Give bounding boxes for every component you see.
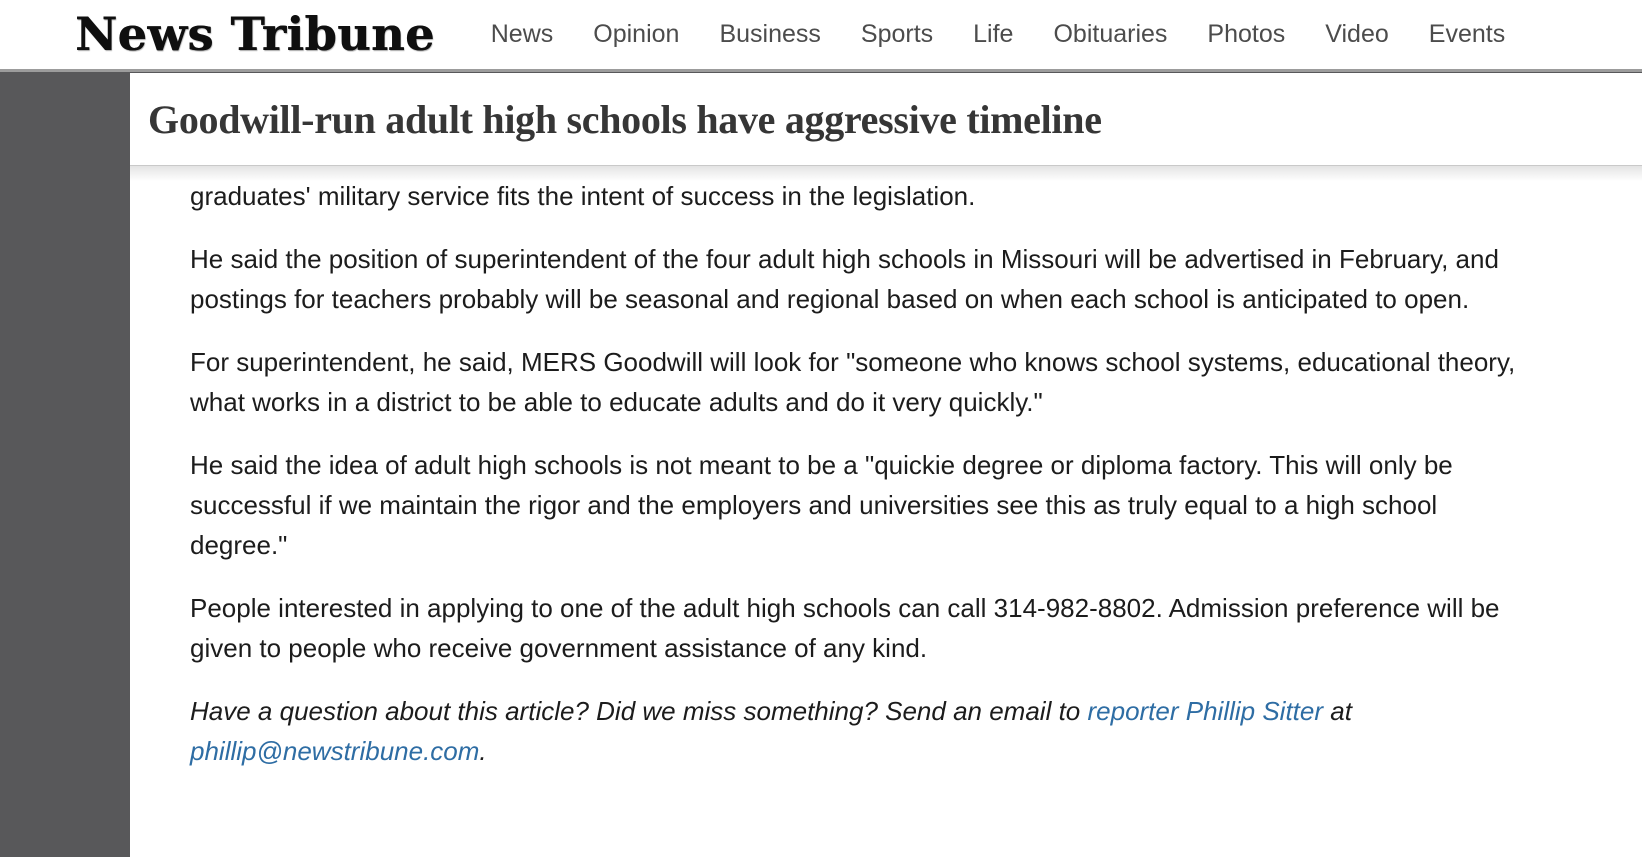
article-closing-note xyxy=(190,691,1530,771)
closing-text: at xyxy=(1323,696,1352,726)
nav-item-events[interactable]: Events xyxy=(1428,20,1506,48)
email-link[interactable]: phillip@newstribune.com xyxy=(190,736,480,766)
article-paragraph: graduates' military service fits the intent of success in the legislation. xyxy=(190,181,976,211)
nav-item-news[interactable]: News xyxy=(490,20,554,48)
article-paragraph: People interested in applying to one of the adult high schools can call 314-982-8802. Admission preference will be given to people who receive government assistance of any kind. xyxy=(190,593,1500,663)
nav-item-obituaries[interactable]: Obituaries xyxy=(1053,20,1168,48)
nav-item-opinion[interactable]: Opinion xyxy=(593,20,680,48)
article-paragraph: For superintendent, he said, MERS Goodwill will look for "someone who knows school systems, educational theory, what works in a district to be able to educate adults and do it very quickly." xyxy=(190,347,1516,417)
reporter-link[interactable]: reporter Phillip Sitter xyxy=(1087,696,1324,726)
closing-text: . xyxy=(479,736,487,766)
site-logo[interactable]: News Tribune xyxy=(75,7,435,61)
article-title: Goodwill-run adult high schools have aggressive timeline xyxy=(148,96,1102,142)
article-title-bar xyxy=(130,73,1642,166)
closing-text: Have a question about this article? Did we miss something? Send an email to xyxy=(190,696,1088,726)
article-panel xyxy=(130,73,1642,857)
nav-item-photos[interactable]: Photos xyxy=(1207,20,1286,48)
site-header xyxy=(0,0,1642,69)
main-nav xyxy=(491,20,1505,49)
article-paragraph: He said the idea of adult high schools is not meant to be a "quickie degree or diploma factory. This will only be successful if we maintain the rigor and the employers and universities see this as truly equal to a high school degree." xyxy=(190,450,1453,560)
nav-item-business[interactable]: Business xyxy=(719,20,821,48)
nav-item-sports[interactable]: Sports xyxy=(860,20,934,48)
page-backdrop xyxy=(0,69,1642,857)
nav-item-life[interactable]: Life xyxy=(973,20,1014,48)
nav-item-video[interactable]: Video xyxy=(1325,20,1389,48)
article-body xyxy=(130,166,1642,771)
article-paragraph: He said the position of superintendent of the four adult high schools in Missouri will be advertised in February, and postings for teachers probably will be seasonal and regional based on when each school is anticipated to open. xyxy=(190,244,1499,314)
